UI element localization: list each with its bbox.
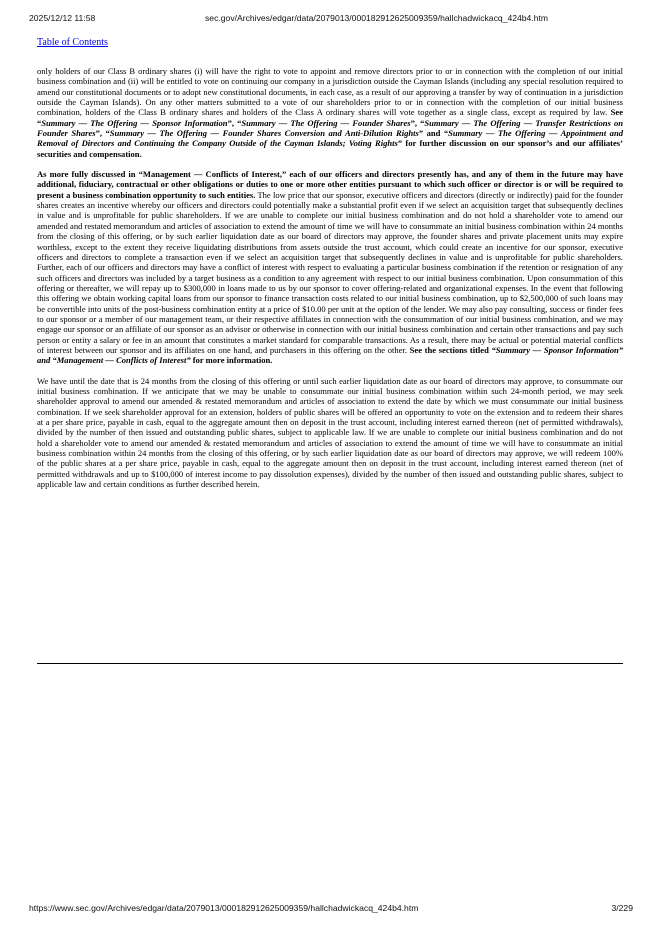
p2-see-sections: See the sections titled [409, 344, 489, 355]
print-url: https://www.sec.gov/Archives/edgar/data/2079013/000182912625009359/hallchadwickacq_424b4.htm [29, 903, 419, 913]
p1-sep-4: ” and “ [418, 128, 449, 139]
p1-ref-appointment-removal: Summary — The Offering — Appointment and Removal of Directors and Continuing the Company Outside of the Cayman Islands; Voting Rights [37, 128, 623, 149]
p2-body: The low price that our sponsor, executive officers and directors (directly or indirectly) paid for the founder shares creates an incentive whereby our officers and directors could potentially make a substantial profit even if we select an acquisition target that subsequently declines in value and is unprofitable for public shareholders. If we are unable to complete our initial business combination and do not hold a shareholder vote to amend our amended and restated memorandum and articles of association to extend the amount of time we will have to consummate an initial business combination within 24 months from the closing of this offering, or by such earlier liquidation date as our board of directors may approve, the founder shares and private placement units may expire worthless, except to the extent they receive liquidating distributions from assets outside the trust account, which could create an incentive for our sponsor, executive officers and directors to complete a transaction even if we select an acquisition target that subsequently declines in value and is unprofitable for public shareholders. Further, each of our officers and directors may have a conflict of interest with respect to evaluating a particular business combination if the retention or resignation of any such officers and directors was included by a target business as a condition to any agreement with respect to our initial business combination. Upon consummation of this offering or thereafter, we will repay up to $300,000 in loans made to us by our sponsor to cover offering-related and organizational expenses. In the event that following this offering we obtain working capital loans from our sponsor to finance transaction costs related to our initial business combination, up to $2,500,000 of such loans may be convertible into units of the post-business combination entity at a price of $10.00 per unit at the option of the lender. We may also pay consulting, success or finder fees to our sponsor or a member of our management team, or their respective affiliates in connection with the consummation of our initial business combination, and we may engage our sponsor or an affiliate of our sponsor as an advisor or otherwise in connection with our initial business combination and certain other transactions and pay such person or entity a salary or fee in an amount that constitutes a market standard for comparable transactions. As a result, there may be actual or potential material conflicts of interest between our sponsor and its affiliates on one hand, and purchasers in this offering on the other. [37, 189, 623, 355]
paragraph-conflicts-of-interest [37, 169, 623, 366]
p1-sep-2: ”, “ [410, 117, 425, 128]
p2-closing: for more information. [192, 355, 273, 366]
page-divider [37, 663, 623, 664]
p1-ref-transfer-restrictions: Summary — The Offering — Transfer Restrictions on Founder Shares [37, 117, 624, 139]
p2-bold-lead: As more fully discussed in “Management — Conflicts of Interest,” each of our officers and directors presently has, and any of them in the future may have additional, fiduciary, contractual or other obligations or duties to one or more other entities pursuant to which such officer or director is or will be required to present a business combination opportunity to such entities. [37, 169, 623, 200]
p1-ref-founder-shares: Summary — The Offering — Founder Shares [241, 117, 411, 128]
paragraph-business-combination-deadline: We have until the date that is 24 months from the closing of this offering or until such earlier liquidation date as our board of directors may approve, to consummate our initial business combination. If we anticipate that we may be unable to consummate our initial business combination within such 24-month period, we may seek shareholder approval to amend our amended & restated memorandum and articles of association to extend the date by which we must consummate our initial business combination. If we seek shareholder approval for an extension, holders of public shares will be offered an opportunity to vote on the extension and to redeem their shares at a per share price, payable in cash, equal to the aggregate amount then on deposit in the trust account, including interest earned thereon (net of permitted withdrawals), divided by the number of then issued and outstanding public shares, subject to applicable law. If we are unable to complete our initial business combination and do not hold a shareholder vote to amend our amended & restated memorandum and articles of association to extend the amount of time we will have to consummate an initial business combination within 24 months from the closing of this offering, or by such earlier liquidation date as our board of directors may approve, we will redeem 100% of the public shares at a per share price, payable in cash, equal to the aggregate amount then on deposit in the trust account, including interest earned thereon (net of permitted withdrawals and up to $100,000 of interest income to pay dissolution expenses), divided by the number of then issued and outstanding public shares, subject to applicable law and certain conditions as further described herein. [37, 375, 623, 490]
p1-ref-sponsor-information: Summary — The Offering — Sponsor Information [41, 117, 228, 128]
print-footer [29, 903, 633, 917]
print-timestamp: 2025/12/12 11:58 [29, 13, 96, 23]
p1-ref-conversion-rights: Summary — The Offering — Founder Shares Conversion and Anti-Dilution Rights [109, 128, 419, 139]
p2-ref-sections: “Summary — Sponsor Information” and “Management — Conflicts of Interest” [37, 344, 624, 366]
p1-sep-3: ”, “ [95, 128, 110, 139]
p1-sep-1: ”, “ [227, 117, 242, 128]
table-of-contents-link[interactable]: Table of Contents [37, 37, 108, 48]
print-page-title: sec.gov/Archives/edgar/data/2079013/000182912625009359/hallchadwickacq_424b4.htm [205, 13, 549, 23]
page-indicator: 3/229 [611, 903, 633, 913]
p1-see: See “ [37, 107, 623, 128]
p1-text: only holders of our Class B ordinary shares (i) will have the right to vote to appoint and remove directors prior to or in connection with the completion of our initial business combination and (ii) will be entitled to vote on continuing our company in a jurisdiction outside the Cayman Islands (including any special resolution required to amend our constitutional documents or to adopt new constitutional documents, in each case, as a result of our approving a transfer by way of continuation in a jurisdiction outside the Cayman Islands). On any other matters submitted to a vote of our shareholders prior to or in connection with the completion of our initial business combination, holders of the Class B ordinary shares and holders of the Class A ordinary shares will vote together as a single class, except as required by law. [37, 66, 623, 118]
document-body [37, 66, 623, 499]
paragraph-voting-rights [37, 66, 623, 159]
p1-closing: ” for further discussion on our sponsor’s and our affiliates’ securities and compensation. [37, 138, 623, 159]
print-header [29, 13, 633, 27]
